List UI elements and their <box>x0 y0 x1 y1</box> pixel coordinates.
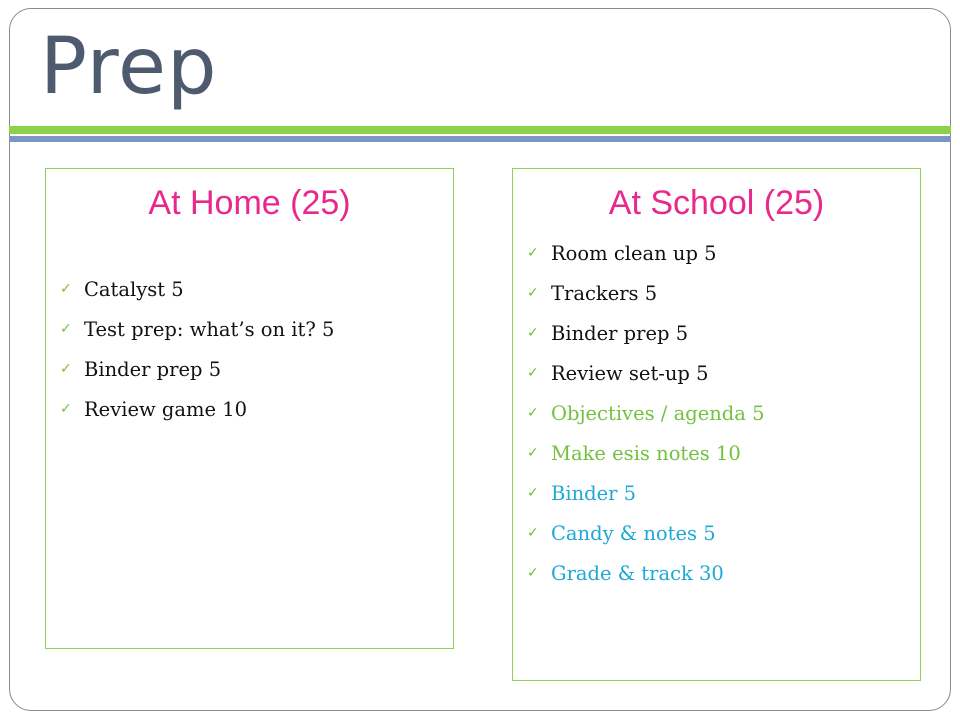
list-item-label: Binder prep 5 <box>551 321 689 345</box>
list-item <box>60 389 447 429</box>
list-item-label: Grade & track 30 <box>551 561 724 585</box>
list-item-label: Candy & notes 5 <box>551 521 716 545</box>
checkmark-icon: ✓ <box>60 281 72 297</box>
list-item-label: Review set-up 5 <box>551 361 709 385</box>
checkmark-icon: ✓ <box>60 401 72 417</box>
at-school-heading: At School (25) <box>608 184 825 222</box>
checkmark-icon: ✓ <box>527 485 539 501</box>
list-item-label: Test prep: what’s on it? 5 <box>84 317 335 341</box>
checkmark-icon: ✓ <box>527 245 539 261</box>
at-home-panel <box>45 168 454 649</box>
list-item <box>527 513 914 553</box>
list-item-label: Catalyst 5 <box>84 277 184 301</box>
at-school-panel <box>512 168 921 681</box>
list-item-label: Binder 5 <box>551 481 637 505</box>
list-item-label: Room clean up 5 <box>551 241 717 265</box>
checkmark-icon: ✓ <box>527 285 539 301</box>
checkmark-icon: ✓ <box>60 361 72 377</box>
list-item <box>527 273 914 313</box>
checkmark-icon: ✓ <box>527 565 539 581</box>
list-item <box>527 313 914 353</box>
list-item <box>60 349 447 389</box>
list-item-label: Trackers 5 <box>551 281 658 305</box>
list-item <box>527 353 914 393</box>
at-school-list <box>527 233 914 593</box>
at-home-heading: At Home (25) <box>148 184 351 222</box>
checkmark-icon: ✓ <box>527 365 539 381</box>
checkmark-icon: ✓ <box>527 325 539 341</box>
list-item <box>527 473 914 513</box>
at-home-list <box>60 269 447 429</box>
list-item <box>527 433 914 473</box>
list-item <box>527 393 914 433</box>
checkmark-icon: ✓ <box>527 445 539 461</box>
title-divider-blue <box>9 136 951 142</box>
slide-title: Prep <box>40 22 218 112</box>
list-item <box>527 553 914 593</box>
checkmark-icon: ✓ <box>60 321 72 337</box>
list-item-label: Objectives / agenda 5 <box>551 401 765 425</box>
checkmark-icon: ✓ <box>527 525 539 541</box>
list-item-label: Make esis notes 10 <box>551 441 741 465</box>
list-item <box>60 269 447 309</box>
list-item-label: Binder prep 5 <box>84 357 222 381</box>
list-item-label: Review game 10 <box>84 397 248 421</box>
list-item <box>527 233 914 273</box>
list-item <box>60 309 447 349</box>
title-divider-green <box>9 126 951 134</box>
checkmark-icon: ✓ <box>527 405 539 421</box>
